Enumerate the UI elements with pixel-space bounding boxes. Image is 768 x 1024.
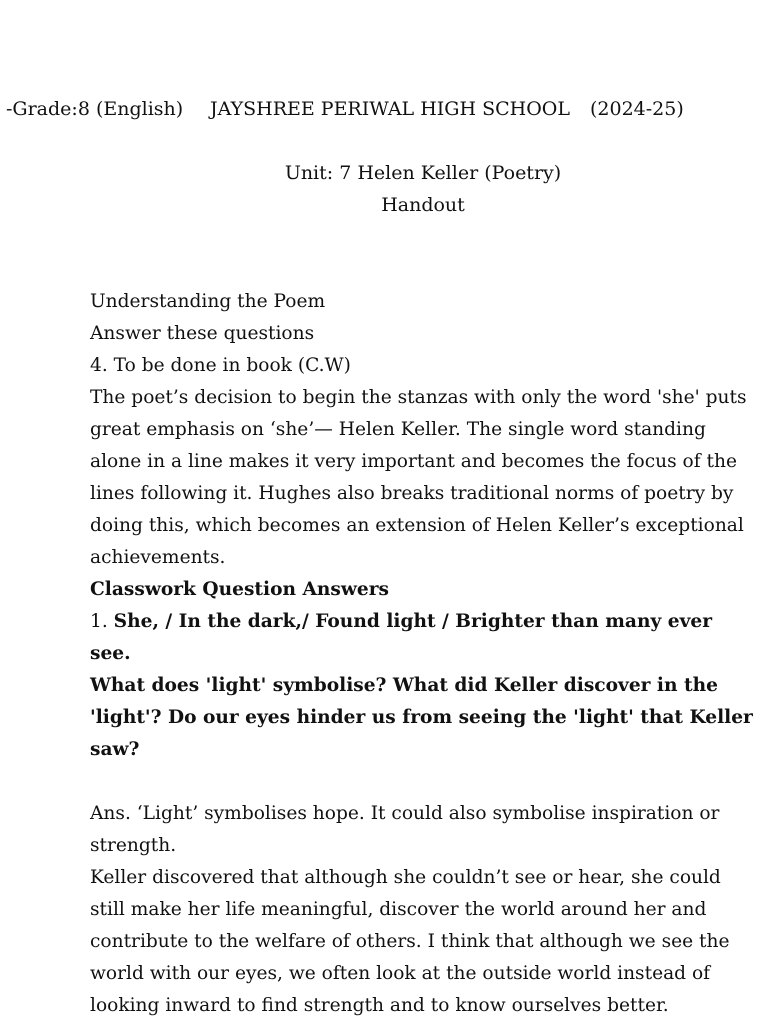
grade-label: -Grade:8 (English) <box>6 98 184 120</box>
explanation-paragraph: The poet’s decision to begin the stanzas with only the word 'she' puts great emphasis on ‘she’— Helen Keller. The single word standing alone in a line makes it very important and becomes the focus of the lines following it. Hughes also breaks traditional norms of poetry by doing this, which becomes an extension of Helen Keller’s exceptional achievements. <box>90 387 747 568</box>
handout-content <box>90 286 758 1022</box>
school-name: JAYSHREE PERIWAL HIGH SCHOOL <box>210 98 570 120</box>
unit-title: Unit: 7 Helen Keller (Poetry) <box>284 162 562 184</box>
question-1-text: What does 'light' symbolise? What did Keller discover in the 'light'? Do our eyes hinder us from seeing the 'light' that Keller saw? <box>90 675 753 760</box>
question-4-label: 4. To be done in book (C.W) <box>90 355 351 376</box>
document-header <box>6 96 766 122</box>
handout-subtitle: Handout <box>381 194 465 216</box>
section-heading: Understanding the Poem <box>90 291 326 312</box>
classwork-heading: Classwork Question Answers <box>90 579 389 600</box>
question-1-quote: She, / In the dark,/ Found light / Brighter than many ever see. <box>90 611 713 664</box>
question-1 <box>90 606 758 670</box>
academic-year: (2024-25) <box>590 98 684 120</box>
question-1-number: 1. <box>90 611 108 632</box>
section-instruction: Answer these questions <box>90 323 315 344</box>
spacer <box>90 766 758 798</box>
answer-part-2: Keller discovered that although she couldn’t see or hear, she could still make her life meaningful, discover the world around her and contribute to the welfare of others. I think that although we see the world with our eyes, we often look at the outside world instead of looking inward to find strength and to know ourselves better. <box>90 867 730 1016</box>
answer-part-1: Ans. ‘Light’ symbolises hope. It could also symbolise inspiration or strength. <box>90 803 720 856</box>
